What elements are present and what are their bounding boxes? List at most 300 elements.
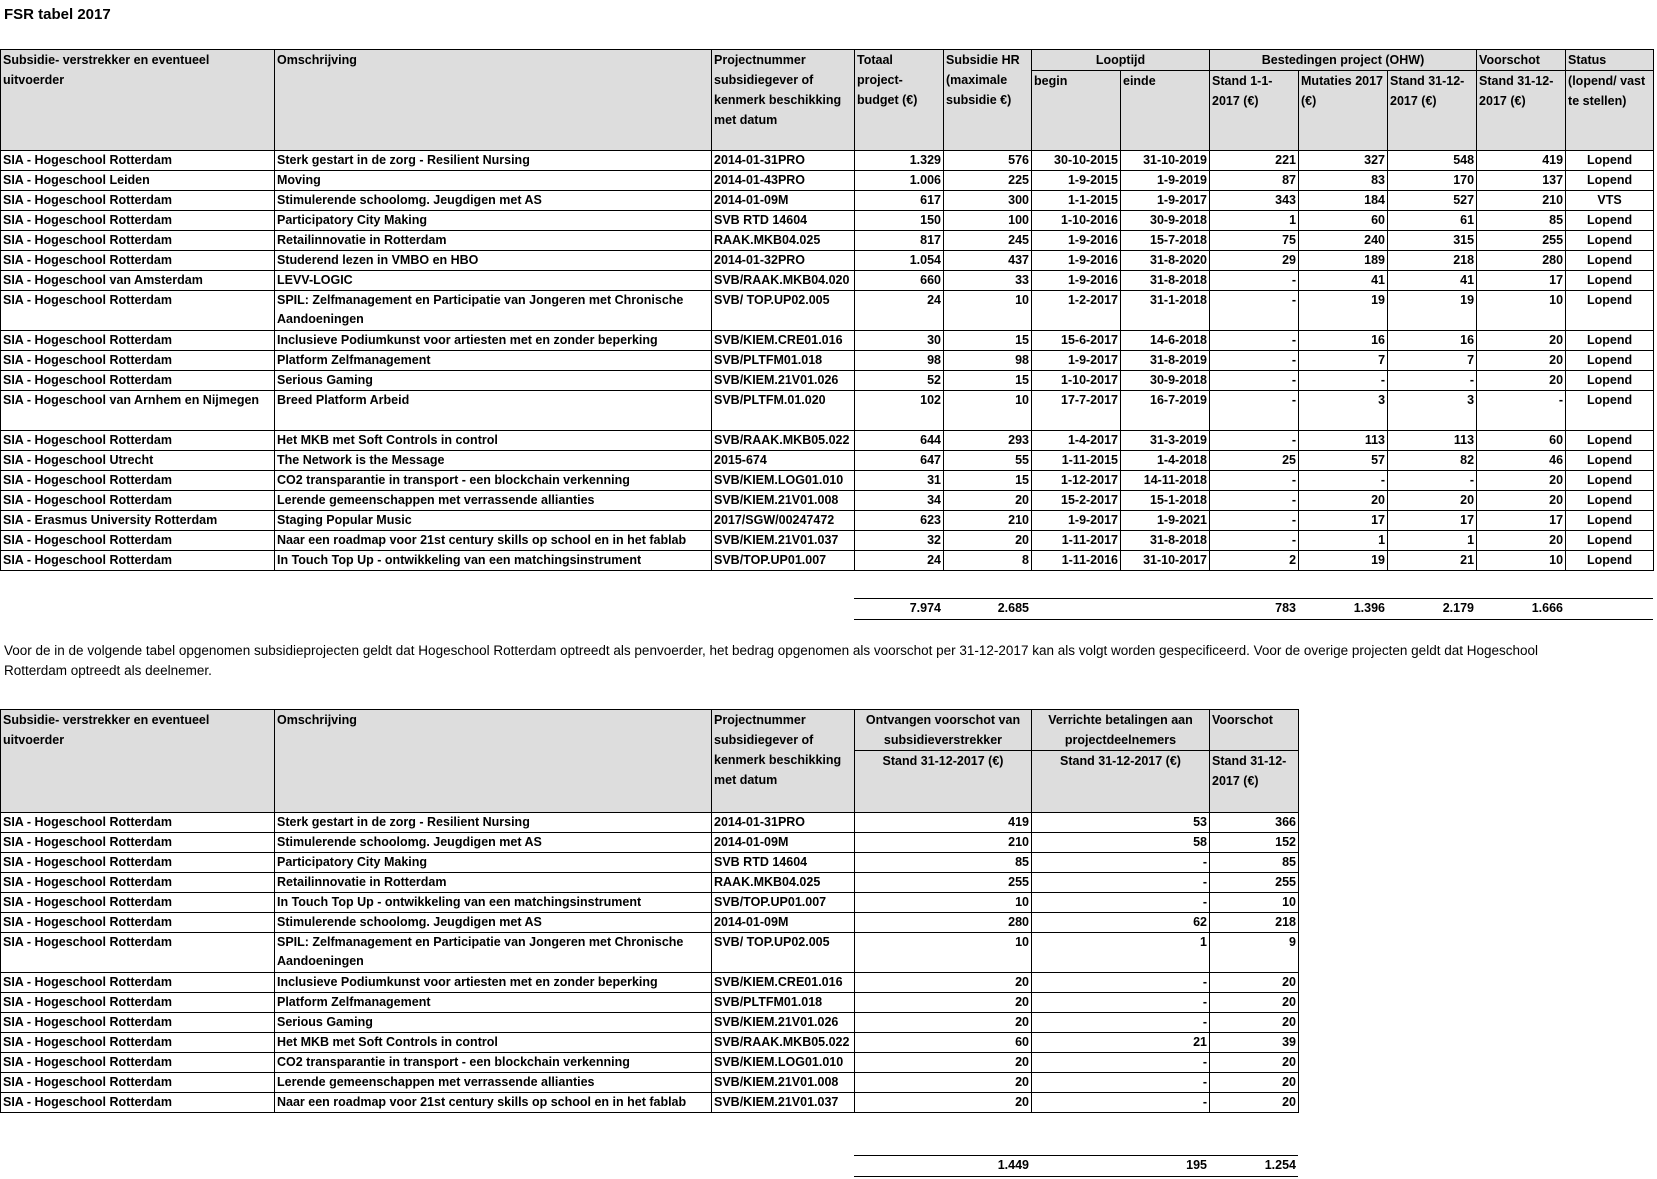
table-cell: Lopend xyxy=(1566,511,1654,531)
table-cell: 100 xyxy=(944,211,1032,231)
col-einde: einde xyxy=(1121,71,1210,151)
table-cell: 61 xyxy=(1388,211,1477,231)
table-cell: Inclusieve Podiumkunst voor artiesten met en zonder beperking xyxy=(275,973,712,993)
table-cell: 17-7-2017 xyxy=(1032,391,1121,431)
table-row xyxy=(1,151,1654,171)
table-cell: - xyxy=(1210,291,1299,331)
table-cell: 17 xyxy=(1388,511,1477,531)
table-cell: Retailinnovatie in Rotterdam xyxy=(275,231,712,251)
table-cell: 1.006 xyxy=(855,171,944,191)
table-cell: SIA - Hogeschool Rotterdam xyxy=(1,531,275,551)
table-cell: 280 xyxy=(855,913,1032,933)
table-row xyxy=(1,431,1654,451)
table-cell: SIA - Erasmus University Rotterdam xyxy=(1,511,275,531)
table-cell: 20 xyxy=(1210,993,1299,1013)
table-cell: VTS xyxy=(1566,191,1654,211)
table-cell: 419 xyxy=(1477,151,1566,171)
fsr-table-totals xyxy=(0,598,1653,620)
col-ontvangen: Ontvangen voorschot van subsidieverstrekker xyxy=(855,710,1032,751)
table-cell: 82 xyxy=(1388,451,1477,471)
table-cell: CO2 transparantie in transport - een blockchain verkenning xyxy=(275,1053,712,1073)
col-voorschot: Voorschot xyxy=(1210,710,1299,751)
table-cell: 14-6-2018 xyxy=(1121,331,1210,351)
table-row xyxy=(1,833,1299,853)
table-cell: 1-9-2021 xyxy=(1121,511,1210,531)
table-cell: 83 xyxy=(1299,171,1388,191)
table-cell: 20 xyxy=(1477,471,1566,491)
table-cell: - xyxy=(1210,511,1299,531)
table-cell: 2014-01-43PRO xyxy=(712,171,855,191)
table-cell: 1-9-2016 xyxy=(1032,251,1121,271)
table-cell: Lopend xyxy=(1566,231,1654,251)
table-cell: 210 xyxy=(1477,191,1566,211)
table-row xyxy=(1,853,1299,873)
table-cell: 1 xyxy=(1210,211,1299,231)
table-cell: SIA - Hogeschool Rotterdam xyxy=(1,211,275,231)
table-cell: 102 xyxy=(855,391,944,431)
table-cell: SVB/PLTFM01.018 xyxy=(712,993,855,1013)
col-projectnummer: Projectnummer subsidiegever of kenmerk beschikking met datum xyxy=(712,50,855,151)
total-verrichte: 195 xyxy=(1031,1156,1209,1177)
table-cell: SVB/KIEM.21V01.026 xyxy=(712,371,855,391)
table-cell: Participatory City Making xyxy=(275,853,712,873)
col-status: Status xyxy=(1566,50,1654,71)
table-cell: - xyxy=(1210,351,1299,371)
table-cell: 617 xyxy=(855,191,944,211)
table-cell: SVB/KIEM.21V01.026 xyxy=(712,1013,855,1033)
table-row xyxy=(1,813,1299,833)
table-cell: SIA - Hogeschool Rotterdam xyxy=(1,1053,275,1073)
table-cell: Lerende gemeenschappen met verrassende allianties xyxy=(275,491,712,511)
table-cell: 31-10-2017 xyxy=(1121,551,1210,571)
table-cell: Lopend xyxy=(1566,151,1654,171)
table-cell: 150 xyxy=(855,211,944,231)
table-cell: SVB/ TOP.UP02.005 xyxy=(712,933,855,973)
table-cell: 1 xyxy=(1032,933,1210,973)
table-cell: SVB/RAAK.MKB04.020 xyxy=(712,271,855,291)
table-cell: 1-4-2017 xyxy=(1032,431,1121,451)
table-cell: 16 xyxy=(1388,331,1477,351)
table-cell: SIA - Hogeschool Rotterdam xyxy=(1,1033,275,1053)
table-cell: 31-1-2018 xyxy=(1121,291,1210,331)
table-cell: 20 xyxy=(1210,1013,1299,1033)
table-cell: 30-9-2018 xyxy=(1121,371,1210,391)
table-cell: 15-2-2017 xyxy=(1032,491,1121,511)
table-cell: 366 xyxy=(1210,813,1299,833)
table-row xyxy=(1,391,1654,431)
table-cell: 60 xyxy=(855,1033,1032,1053)
total-totaal: 7.974 xyxy=(854,599,943,620)
table-cell: 20 xyxy=(1210,1093,1299,1113)
table-cell: 52 xyxy=(855,371,944,391)
table-cell: 20 xyxy=(1477,371,1566,391)
table-cell: 437 xyxy=(944,251,1032,271)
table-cell: 343 xyxy=(1210,191,1299,211)
table-cell: 10 xyxy=(944,391,1032,431)
col-omschrijving: Omschrijving xyxy=(275,710,712,813)
table-cell: SVB/ TOP.UP02.005 xyxy=(712,291,855,331)
table-row xyxy=(1,291,1654,331)
table-cell: - xyxy=(1210,331,1299,351)
table-cell: 87 xyxy=(1210,171,1299,191)
table-cell: 30-10-2015 xyxy=(1032,151,1121,171)
table-cell: 15-7-2018 xyxy=(1121,231,1210,251)
table-cell: 2 xyxy=(1210,551,1299,571)
table-cell: 293 xyxy=(944,431,1032,451)
table-cell: Lerende gemeenschappen met verrassende allianties xyxy=(275,1073,712,1093)
table-cell: 2014-01-09M xyxy=(712,833,855,853)
table-cell: 327 xyxy=(1299,151,1388,171)
table-row xyxy=(1,1033,1299,1053)
table-cell: 20 xyxy=(855,973,1032,993)
table-row xyxy=(1,551,1654,571)
table-cell: - xyxy=(1299,471,1388,491)
table-cell: Staging Popular Music xyxy=(275,511,712,531)
table-cell: 1 xyxy=(1299,531,1388,551)
table-cell: SVB/KIEM.CRE01.016 xyxy=(712,973,855,993)
table-cell: 31-3-2019 xyxy=(1121,431,1210,451)
table-cell: 1-10-2016 xyxy=(1032,211,1121,231)
table-cell: 58 xyxy=(1032,833,1210,853)
table-cell: Serious Gaming xyxy=(275,371,712,391)
table-cell: 24 xyxy=(855,291,944,331)
table-row xyxy=(1,1093,1299,1113)
table-cell: SIA - Hogeschool Rotterdam xyxy=(1,873,275,893)
table-cell: 31-8-2020 xyxy=(1121,251,1210,271)
table-cell: 16-7-2019 xyxy=(1121,391,1210,431)
table-row xyxy=(1,893,1299,913)
col-verrichte: Verrichte betalingen aan projectdeelnemers xyxy=(1032,710,1210,751)
table-row xyxy=(1,511,1654,531)
table-cell: SIA - Hogeschool Rotterdam xyxy=(1,471,275,491)
table-cell: SIA - Hogeschool Rotterdam xyxy=(1,1073,275,1093)
table-cell: 15-6-2017 xyxy=(1032,331,1121,351)
table-cell: 210 xyxy=(855,833,1032,853)
table-cell: Platform Zelfmanagement xyxy=(275,351,712,371)
table-cell: Lopend xyxy=(1566,471,1654,491)
table-cell: 10 xyxy=(1210,893,1299,913)
table-cell: 57 xyxy=(1299,451,1388,471)
table-cell: 10 xyxy=(944,291,1032,331)
table-cell: 647 xyxy=(855,451,944,471)
col-bestedingen: Bestedingen project (OHW) xyxy=(1210,50,1477,71)
table-cell: 98 xyxy=(944,351,1032,371)
table-cell: SIA - Hogeschool van Amsterdam xyxy=(1,271,275,291)
table-cell: 300 xyxy=(944,191,1032,211)
table-cell: Lopend xyxy=(1566,451,1654,471)
table-cell: 30 xyxy=(855,331,944,351)
table-cell: Serious Gaming xyxy=(275,1013,712,1033)
table-cell: 20 xyxy=(1210,973,1299,993)
table-row xyxy=(1,251,1654,271)
table-cell: RAAK.MKB04.025 xyxy=(712,231,855,251)
table-cell: 548 xyxy=(1388,151,1477,171)
table-cell: 280 xyxy=(1477,251,1566,271)
table-cell: - xyxy=(1032,1073,1210,1093)
table-cell: SIA - Hogeschool Rotterdam xyxy=(1,191,275,211)
table-cell: 60 xyxy=(1299,211,1388,231)
table-cell: 21 xyxy=(1388,551,1477,571)
table-cell: 31-8-2018 xyxy=(1121,531,1210,551)
table-cell: 137 xyxy=(1477,171,1566,191)
table-cell: Lopend xyxy=(1566,551,1654,571)
table-cell: Lopend xyxy=(1566,431,1654,451)
col-voorschot-stand: Stand 31-12-2017 (€) xyxy=(1477,71,1566,151)
table-cell: SIA - Hogeschool Rotterdam xyxy=(1,151,275,171)
table-row xyxy=(1,491,1654,511)
table-cell: 1 xyxy=(1388,531,1477,551)
table-cell: Retailinnovatie in Rotterdam xyxy=(275,873,712,893)
table-cell: SIA - Hogeschool Rotterdam xyxy=(1,933,275,973)
fsr-table xyxy=(0,49,1654,571)
table-cell: Breed Platform Arbeid xyxy=(275,391,712,431)
table-cell: 24 xyxy=(855,551,944,571)
table-cell: SVB/KIEM.21V01.008 xyxy=(712,491,855,511)
table-cell: 218 xyxy=(1210,913,1299,933)
table-cell: Lopend xyxy=(1566,491,1654,511)
table-cell: SVB/KIEM.LOG01.010 xyxy=(712,1053,855,1073)
col-voorschot-stand: Stand 31-12-2017 (€) xyxy=(1210,751,1299,813)
table-cell: 20 xyxy=(1388,491,1477,511)
table-row xyxy=(1,913,1299,933)
total-stand-1-1: 783 xyxy=(1209,599,1298,620)
table-cell: 20 xyxy=(855,1073,1032,1093)
table-cell: 14-11-2018 xyxy=(1121,471,1210,491)
table-cell: 15 xyxy=(944,371,1032,391)
table-cell: SVB RTD 14604 xyxy=(712,211,855,231)
table-cell: SIA - Hogeschool van Arnhem en Nijmegen xyxy=(1,391,275,431)
table-cell: 85 xyxy=(855,853,1032,873)
table-cell: 20 xyxy=(1299,491,1388,511)
voorschot-table-totals xyxy=(0,1155,1298,1177)
col-omschrijving: Omschrijving xyxy=(275,50,712,151)
table-row xyxy=(1,191,1654,211)
table-cell: 20 xyxy=(1477,531,1566,551)
table-cell: 17 xyxy=(1477,271,1566,291)
col-looptijd: Looptijd xyxy=(1032,50,1210,71)
table-cell: Participatory City Making xyxy=(275,211,712,231)
col-voorschot: Voorschot xyxy=(1477,50,1566,71)
table-cell: Platform Zelfmanagement xyxy=(275,993,712,1013)
table-cell: SIA - Hogeschool Rotterdam xyxy=(1,351,275,371)
table-cell: 1-11-2017 xyxy=(1032,531,1121,551)
table-cell: 1-4-2018 xyxy=(1121,451,1210,471)
table-cell: 33 xyxy=(944,271,1032,291)
table-cell: 576 xyxy=(944,151,1032,171)
table-cell: 817 xyxy=(855,231,944,251)
table-cell: SVB/TOP.UP01.007 xyxy=(712,893,855,913)
table-cell: SVB/RAAK.MKB05.022 xyxy=(712,431,855,451)
table-cell: SIA - Hogeschool Rotterdam xyxy=(1,853,275,873)
table-cell: SIA - Hogeschool Rotterdam xyxy=(1,1093,275,1113)
table-cell: In Touch Top Up - ontwikkeling van een matchingsinstrument xyxy=(275,551,712,571)
table-cell: - xyxy=(1210,531,1299,551)
table-cell: 315 xyxy=(1388,231,1477,251)
table-cell: 644 xyxy=(855,431,944,451)
table-row xyxy=(1,231,1654,251)
table-cell: 2014-01-31PRO xyxy=(712,151,855,171)
table-cell: - xyxy=(1210,391,1299,431)
table-cell: SVB/KIEM.21V01.037 xyxy=(712,531,855,551)
table-row xyxy=(1,933,1299,973)
table-cell: 1-9-2015 xyxy=(1032,171,1121,191)
table-cell: 255 xyxy=(1210,873,1299,893)
table-row xyxy=(1,331,1654,351)
table-cell: 34 xyxy=(855,491,944,511)
table-cell: Lopend xyxy=(1566,391,1654,431)
table-cell: SIA - Hogeschool Utrecht xyxy=(1,451,275,471)
table-cell: Studerend lezen in VMBO en HBO xyxy=(275,251,712,271)
table-cell: SIA - Hogeschool Leiden xyxy=(1,171,275,191)
table-cell: 75 xyxy=(1210,231,1299,251)
table-cell: - xyxy=(1210,271,1299,291)
col-status-sub: (lopend/ vast te stellen) xyxy=(1566,71,1654,151)
table-cell: 20 xyxy=(1477,491,1566,511)
table-cell: - xyxy=(1032,873,1210,893)
voorschot-table xyxy=(0,709,1299,1113)
table-cell: RAAK.MKB04.025 xyxy=(712,873,855,893)
table-cell: SIA - Hogeschool Rotterdam xyxy=(1,551,275,571)
table-cell: 60 xyxy=(1477,431,1566,451)
table-cell: - xyxy=(1210,431,1299,451)
col-subsidie-hr: Subsidie HR (maximale subsidie €) xyxy=(944,50,1032,151)
table-cell: 46 xyxy=(1477,451,1566,471)
col-begin: begin xyxy=(1032,71,1121,151)
table-cell: 10 xyxy=(1477,291,1566,331)
table-cell: SVB/KIEM.LOG01.010 xyxy=(712,471,855,491)
table-cell: 19 xyxy=(1299,291,1388,331)
table-row xyxy=(1,211,1654,231)
table-cell: 3 xyxy=(1299,391,1388,431)
table-cell: 19 xyxy=(1299,551,1388,571)
table-cell: 29 xyxy=(1210,251,1299,271)
table-cell: 15-1-2018 xyxy=(1121,491,1210,511)
table-cell: 10 xyxy=(1477,551,1566,571)
total-ontvangen: 1.449 xyxy=(854,1156,1031,1177)
table-cell: 1-1-2015 xyxy=(1032,191,1121,211)
col-subsidie: Subsidie- verstrekker en eventueel uitvoerder xyxy=(1,710,275,813)
table-cell: 245 xyxy=(944,231,1032,251)
table-cell: Sterk gestart in de zorg - Resilient Nursing xyxy=(275,813,712,833)
table-cell: - xyxy=(1299,371,1388,391)
table-cell: 1.054 xyxy=(855,251,944,271)
table-cell: 39 xyxy=(1210,1033,1299,1053)
table-cell: SIA - Hogeschool Rotterdam xyxy=(1,291,275,331)
table-cell: 53 xyxy=(1032,813,1210,833)
table-cell: 1.329 xyxy=(855,151,944,171)
table-cell: SIA - Hogeschool Rotterdam xyxy=(1,833,275,853)
table-cell: 1-9-2016 xyxy=(1032,271,1121,291)
col-mutaties: Mutaties 2017 (€) xyxy=(1299,71,1388,151)
table-cell: 21 xyxy=(1032,1033,1210,1053)
table-cell: SIA - Hogeschool Rotterdam xyxy=(1,431,275,451)
col-stand-1-1: Stand 1-1-2017 (€) xyxy=(1210,71,1299,151)
table-cell: 10 xyxy=(855,933,1032,973)
table-cell: 98 xyxy=(855,351,944,371)
table-cell: Lopend xyxy=(1566,211,1654,231)
table-cell: - xyxy=(1032,1013,1210,1033)
table-row xyxy=(1,873,1299,893)
table-cell: 31-10-2019 xyxy=(1121,151,1210,171)
table-cell: Stimulerende schoolomg. Jeugdigen met AS xyxy=(275,191,712,211)
table-cell: SPIL: Zelfmanagement en Participatie van Jongeren met Chronische Aandoeningen xyxy=(275,291,712,331)
table-cell: 31 xyxy=(855,471,944,491)
table-cell: 240 xyxy=(1299,231,1388,251)
table-cell: 113 xyxy=(1388,431,1477,451)
table-cell: 9 xyxy=(1210,933,1299,973)
table-cell: Stimulerende schoolomg. Jeugdigen met AS xyxy=(275,913,712,933)
table-cell: SIA - Hogeschool Rotterdam xyxy=(1,371,275,391)
table-cell: Lopend xyxy=(1566,271,1654,291)
table-cell: 85 xyxy=(1477,211,1566,231)
table-cell: SIA - Hogeschool Rotterdam xyxy=(1,331,275,351)
table-cell: - xyxy=(1210,471,1299,491)
table-row xyxy=(1,1013,1299,1033)
table-cell: 221 xyxy=(1210,151,1299,171)
table-cell: 55 xyxy=(944,451,1032,471)
table-cell: Het MKB met Soft Controls in control xyxy=(275,1033,712,1053)
table-cell: 189 xyxy=(1299,251,1388,271)
table-cell: SIA - Hogeschool Rotterdam xyxy=(1,813,275,833)
table-cell: 184 xyxy=(1299,191,1388,211)
total-stand-31-12: 2.179 xyxy=(1387,599,1476,620)
table-cell: SVB/KIEM.21V01.008 xyxy=(712,1073,855,1093)
table-cell: 41 xyxy=(1388,271,1477,291)
table-cell: SIA - Hogeschool Rotterdam xyxy=(1,251,275,271)
table-cell: 85 xyxy=(1210,853,1299,873)
table-cell: 62 xyxy=(1032,913,1210,933)
table-row xyxy=(1,351,1654,371)
table-cell: 20 xyxy=(1477,331,1566,351)
total-voorschot: 1.666 xyxy=(1476,599,1565,620)
total-voorschot: 1.254 xyxy=(1209,1156,1298,1177)
table-cell: 20 xyxy=(855,1093,1032,1113)
table-cell: 1-9-2017 xyxy=(1032,511,1121,531)
total-subsidie-hr: 2.685 xyxy=(943,599,1031,620)
table-cell: SIA - Hogeschool Rotterdam xyxy=(1,231,275,251)
col-stand-31-12: Stand 31-12-2017 (€) xyxy=(1388,71,1477,151)
table-cell: - xyxy=(1032,1093,1210,1113)
table-cell: Lopend xyxy=(1566,251,1654,271)
table-cell: SVB/PLTFM01.018 xyxy=(712,351,855,371)
table-cell: SIA - Hogeschool Rotterdam xyxy=(1,973,275,993)
total-mutaties: 1.396 xyxy=(1298,599,1387,620)
table-cell: SVB/KIEM.CRE01.016 xyxy=(712,331,855,351)
table-cell: Lopend xyxy=(1566,291,1654,331)
table-cell: 41 xyxy=(1299,271,1388,291)
table-cell: 20 xyxy=(944,531,1032,551)
table-cell: 1-11-2015 xyxy=(1032,451,1121,471)
table-cell: 17 xyxy=(1477,511,1566,531)
table-cell: 7 xyxy=(1299,351,1388,371)
table-cell: 1-9-2017 xyxy=(1032,351,1121,371)
table-row xyxy=(1,371,1654,391)
table-cell: 15 xyxy=(944,331,1032,351)
table-cell: - xyxy=(1477,391,1566,431)
table-cell: 623 xyxy=(855,511,944,531)
table-cell: 660 xyxy=(855,271,944,291)
table-cell: 8 xyxy=(944,551,1032,571)
table-cell: 2014-01-09M xyxy=(712,191,855,211)
table-cell: - xyxy=(1032,993,1210,1013)
col-projectnummer: Projectnummer subsidiegever of kenmerk beschikking met datum xyxy=(712,710,855,813)
table-cell: 2017/SGW/00247472 xyxy=(712,511,855,531)
table-cell: 20 xyxy=(944,491,1032,511)
table-cell: 32 xyxy=(855,531,944,551)
col-totaal: Totaal project- budget (€) xyxy=(855,50,944,151)
table-cell: SIA - Hogeschool Rotterdam xyxy=(1,993,275,1013)
table-cell: 1-11-2016 xyxy=(1032,551,1121,571)
